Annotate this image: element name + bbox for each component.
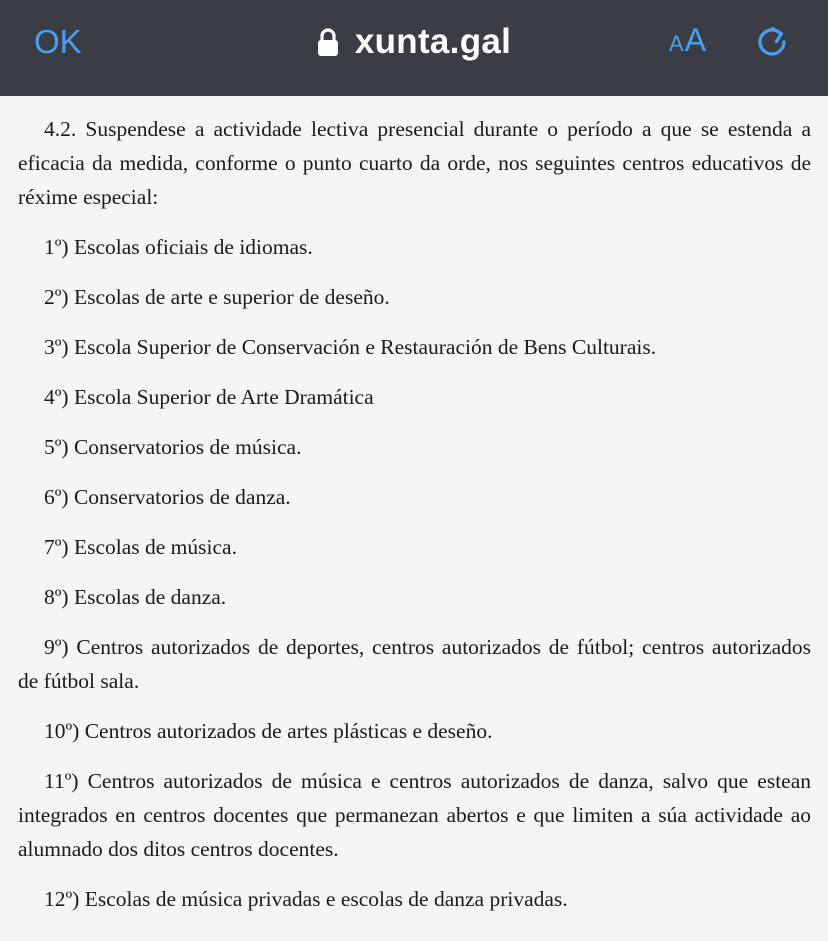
list-item: 1º) Escolas oficiais de idiomas. <box>44 235 313 259</box>
text-size-large-a: A <box>684 22 707 58</box>
list-item: 2º) Escolas de arte e superior de deseño. <box>44 285 390 309</box>
ok-button[interactable]: OK <box>34 23 82 60</box>
paragraph-intro: 4.2. Suspendese a actividade lectiva presencial durante o período a que se estenda a eficacia da medida, conforme o punto cuarto da orde, nos seguintes centros educativos de réxime especial: <box>18 117 811 209</box>
list-item: 6º) Conservatorios de danza. <box>44 485 291 509</box>
reload-icon[interactable] <box>752 22 792 62</box>
list-item: 3º) Escola Superior de Conservación e Restauración de Bens Culturais. <box>44 335 657 359</box>
list-item: 5º) Conservatorios de música. <box>44 435 302 459</box>
list-item: 9º) Centros autorizados de deportes, centros autorizados de fútbol; centros autorizados de fútbol sala. <box>18 635 811 693</box>
list-item: 11º) Centros autorizados de música e centros autorizados de danza, salvo que estean integrados en centros docentes que permanezan abertos e que limiten a súa actividade ao alumnado dos ditos centros docentes. <box>18 769 811 861</box>
url-display[interactable] <box>317 20 511 64</box>
list-item: 12º) Escolas de música privadas e escolas de danza privadas. <box>44 887 568 911</box>
browser-toolbar <box>0 0 828 96</box>
text-size-button[interactable] <box>669 22 706 62</box>
article-content <box>18 112 811 932</box>
list-item: 4º) Escola Superior de Arte Dramática <box>44 385 374 409</box>
list-item: 8º) Escolas de danza. <box>44 585 227 609</box>
lock-icon <box>317 27 339 57</box>
domain-label: xunta.gal <box>354 22 512 61</box>
text-size-small-a: A <box>669 31 684 56</box>
list-item: 10º) Centros autorizados de artes plásticas e deseño. <box>44 719 493 743</box>
list-item: 7º) Escolas de música. <box>44 535 237 559</box>
